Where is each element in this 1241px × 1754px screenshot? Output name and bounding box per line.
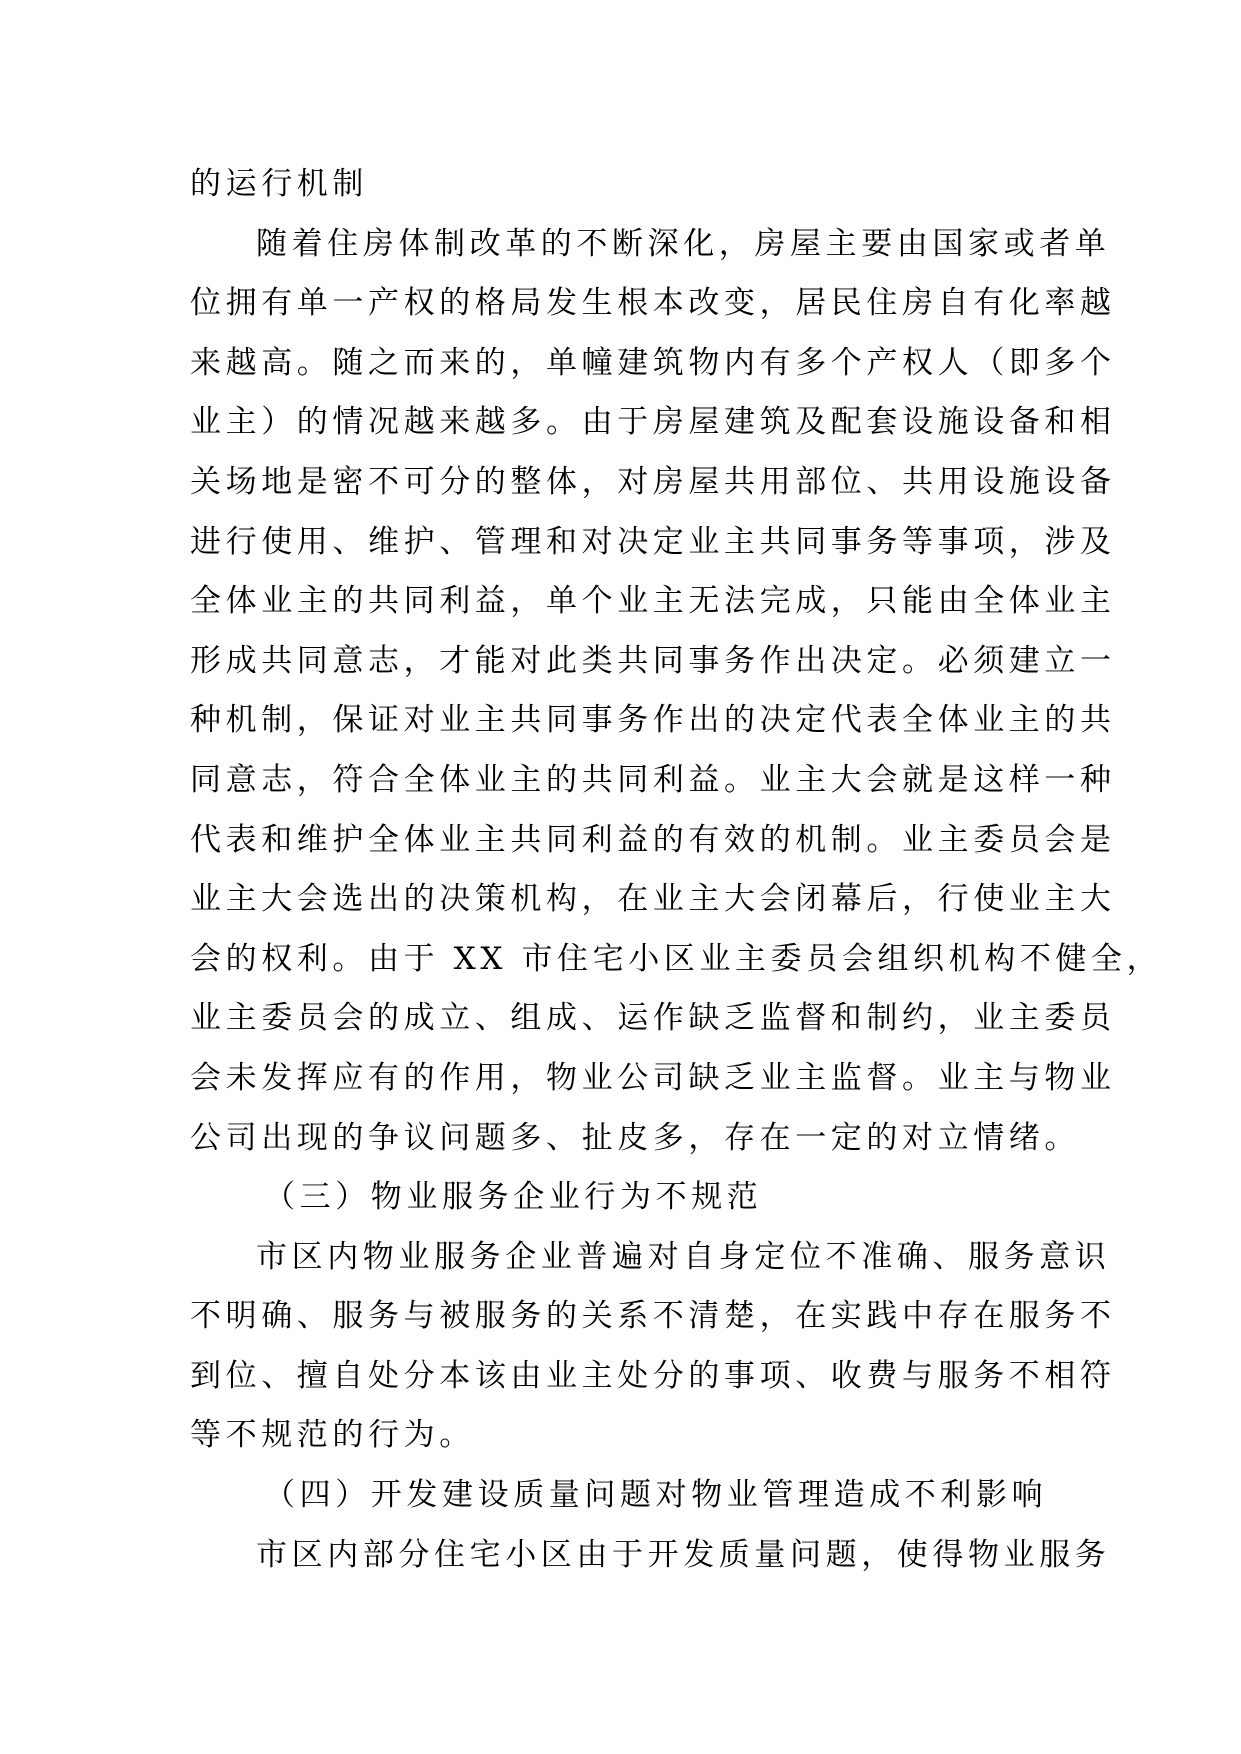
text-line: 会未发挥应有的作用，物业公司缺乏业主监督。业主与物业 — [190, 1059, 1116, 1096]
text-line: 业主）的情况越来越多。由于房屋建筑及配套设施设备和相 — [190, 404, 1116, 441]
text-line: 关场地是密不可分的整体，对房屋共用部位、共用设施设备 — [190, 463, 1116, 500]
section-heading: （四）开发建设质量问题对物业管理造成不利影响 — [264, 1477, 1048, 1514]
text-line: 会的权利。由于 XX 市住宅小区业主委员会组织机构不健全， — [190, 940, 1163, 977]
text-line: 全体业主的共同利益，单个业主无法完成，只能由全体业主 — [190, 583, 1116, 620]
text-line: 的运行机制 — [190, 166, 368, 202]
text-line: 不明确、服务与被服务的关系不清楚，在实践中存在服务不 — [190, 1298, 1116, 1335]
text-line: 形成共同意志，才能对此类共同事务作出决定。必须建立一 — [190, 642, 1116, 679]
text-line: 业主大会选出的决策机构，在业主大会闭幕后，行使业主大 — [190, 881, 1116, 918]
section-heading: （三）物业服务企业行为不规范 — [264, 1179, 763, 1216]
text-line: 公司出现的争议问题多、扯皮多，存在一定的对立情绪。 — [190, 1119, 1080, 1156]
paragraph-first-line: 随着住房体制改革的不断深化，房屋主要由国家或者单 — [256, 225, 1111, 262]
document-body — [190, 155, 1163, 1585]
text-line: 业主委员会的成立、组成、运作缺乏监督和制约，业主委员 — [190, 1000, 1116, 1037]
paragraph-first-line: 市区内部分住宅小区由于开发质量问题，使得物业服务 — [256, 1536, 1111, 1573]
text-line: 到位、擅自处分本该由业主处分的事项、收费与服务不相符 — [190, 1357, 1116, 1394]
text-line: 种机制，保证对业主共同事务作出的决定代表全体业主的共 — [190, 702, 1116, 739]
text-line: 同意志，符合全体业主的共同利益。业主大会就是这样一种 — [190, 761, 1116, 798]
text-line: 进行使用、维护、管理和对决定业主共同事务等事项，涉及 — [190, 523, 1116, 560]
text-line: 等不规范的行为。 — [190, 1417, 475, 1454]
text-line: 来越高。随之而来的，单幢建筑物内有多个产权人（即多个 — [190, 344, 1116, 381]
paragraph-first-line: 市区内物业服务企业普遍对自身定位不准确、服务意识 — [256, 1238, 1111, 1275]
text-line: 代表和维护全体业主共同利益的有效的机制。业主委员会是 — [190, 821, 1116, 858]
text-line: 位拥有单一产权的格局发生根本改变，居民住房自有化率越 — [190, 285, 1116, 322]
